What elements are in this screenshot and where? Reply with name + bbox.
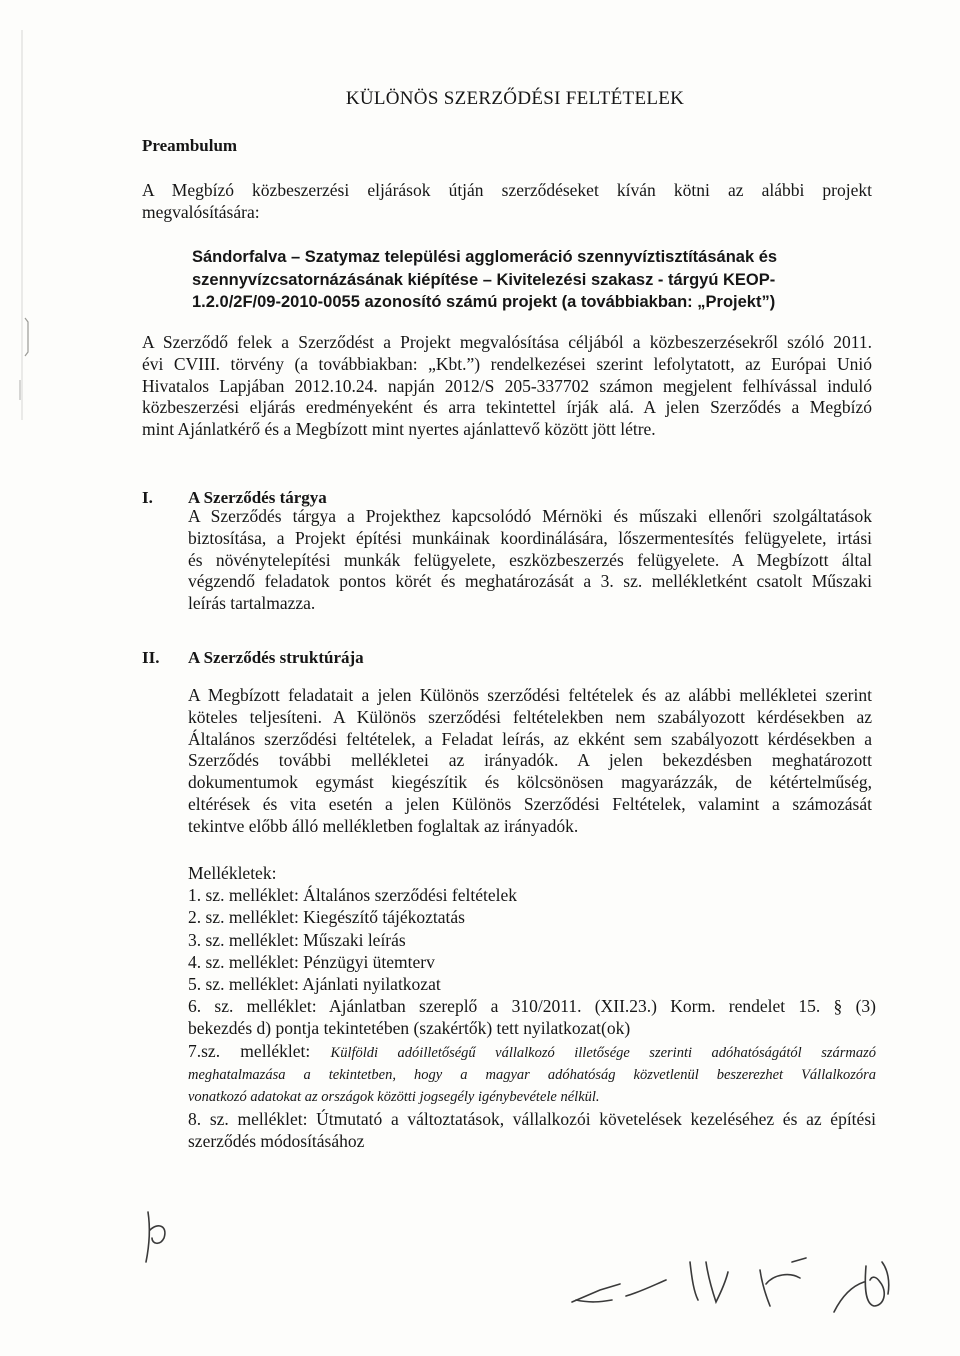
annex-item: 5. sz. melléklet: Ajánlati nyilatkozat bbox=[188, 974, 441, 995]
section-1-line: végzendő feladatok pontos körét és meghatározását a 3. sz. mellékletként csatolt Műszaki bbox=[188, 571, 872, 592]
section-2-line: dokumentumok egymást kiegészítik és kölcsönösen magyarázzák, de kétértelműség, bbox=[188, 772, 872, 793]
section-2-line: köteles teljesíteni. A Különös szerződési feltételekben nem szabályozott kérdésekben az bbox=[188, 706, 872, 727]
preamble-intro-line: A Megbízó közbeszerzési eljárások útján szerződéseket kíván kötni az alábbi projekt bbox=[142, 180, 872, 200]
section-1-line: és növénytelepítési munkák felügyelete, eszközbeszerzés felügyelete. A Megbízott által bbox=[188, 549, 872, 570]
annex-7-prefix: 7.sz. melléklet: bbox=[188, 1040, 311, 1061]
section-2-line: Szerződés további mellékletei az irányadók. A jelen bekezdésben meghatározott bbox=[188, 750, 872, 771]
section-2-line: eltérések és vita esetén a jelen Különös Szerződési Feltételek, valamint a számozását bbox=[188, 793, 872, 814]
preamble-body-line: Hivatalos Lapjában 2012.10.24. napján 2012/S 205-337702 számon megjelent felhívással induló bbox=[142, 375, 872, 396]
section-1-title: A Szerződés tárgya bbox=[188, 488, 327, 507]
section-1-line: biztosítása, a Projekt építési munkáinak koordinálására, lőszermentesítés felügyelete, irtási bbox=[188, 527, 872, 548]
annex-item: 4. sz. melléklet: Pénzügyi ütemterv bbox=[188, 951, 435, 972]
section-2-line: tekintve előbb álló mellékletben foglaltak az irányadók. bbox=[188, 815, 579, 836]
preamble-body-line: A Szerződő felek a Szerződést a Projekt megvalósítása céljából a közbeszerzésekről szóló 2011. bbox=[142, 332, 872, 352]
section-2-line: Általános szerződési feltételek, a Feladat leírás, az ekként sem szabályozott kérdésekben a bbox=[188, 728, 872, 749]
preamble-body-line: mint Ajánlatkérő és a Megbízott mint nyertes ajánlattevő között jött létre. bbox=[142, 419, 656, 440]
annex-heading: Mellékletek: bbox=[188, 863, 277, 883]
project-title-line: Sándorfalva – Szatymaz települési agglomeráció szennyvíztisztításának és bbox=[192, 248, 778, 266]
project-title-line: szennyvízcsatornázásának kiépítése – Kivitelezési szakasz - tárgyú KEOP- bbox=[192, 270, 776, 289]
annex-item: 2. sz. melléklet: Kiegészítő tájékoztatás bbox=[188, 907, 465, 928]
annex-6-line: bekezdés d) pontja tekintetében (szakértők) tett nyilatkozat(ok) bbox=[188, 1018, 631, 1039]
section-2-line: A Megbízott feladatait a jelen Különös szerződési feltételek és az alábbi mellékletei szerint bbox=[188, 685, 872, 705]
annex-item: 1. sz. melléklet: Általános szerződési feltételek bbox=[188, 885, 517, 906]
section-2-number: II. bbox=[142, 648, 160, 667]
section-1-line: A Szerződés tárgya a Projekthez kapcsolódó Mérnöki és műszaki ellenőri szolgáltatások bbox=[188, 506, 872, 526]
annex-8-line: 8. sz. melléklet: Útmutató a változtatások, vállalkozói követelések kezeléséhez és az építési bbox=[188, 1109, 876, 1130]
annex-7-line: vonatkozó adatokat az országok közötti jogsegély igénybevétele nélkül. bbox=[188, 1089, 600, 1106]
document-title: KÜLÖNÖS SZERZŐDÉSI FELTÉTELEK bbox=[345, 88, 685, 109]
preamble-body-line: évi CVIII. törvény (a továbbiakban: „Kbt.”) rendelkezései szerint lefolytatott, az Európai Unió bbox=[142, 353, 872, 374]
project-title-line: 1.2.0/2F/09-2010-0055 azonosító számú projekt (a továbbiakban: „Projekt”) bbox=[192, 293, 776, 311]
annex-7-line: Külföldi adóilletőségű vállalkozó illetősége szerinti adóhatóságától származó bbox=[330, 1044, 876, 1061]
section-1-line: leírás tartalmazza. bbox=[188, 593, 316, 614]
preamble-heading: Preambulum bbox=[142, 136, 238, 155]
preamble-intro-line: megvalósítására: bbox=[142, 201, 260, 222]
annex-7-line: meghatalmazása a tekintetben, hogy a magyar adóhatóság közvetlenül beszerezhet Vállalkozóra bbox=[188, 1066, 876, 1083]
section-1-number: I. bbox=[142, 488, 153, 507]
annex-item: 3. sz. melléklet: Műszaki leírás bbox=[188, 929, 406, 950]
annex-8-line: szerződés módosításához bbox=[188, 1131, 365, 1152]
annex-6-line: 6. sz. melléklet: Ajánlatban szereplő a 310/2011. (XII.23.) Korm. rendelet 15. § (3) bbox=[188, 996, 876, 1017]
section-2-title: A Szerződés struktúrája bbox=[188, 648, 364, 667]
preamble-body-line: közbeszerzési eljárás eredményeként és arra tekintettel írják alá. A jelen Szerződés a Megbízó bbox=[142, 397, 872, 418]
